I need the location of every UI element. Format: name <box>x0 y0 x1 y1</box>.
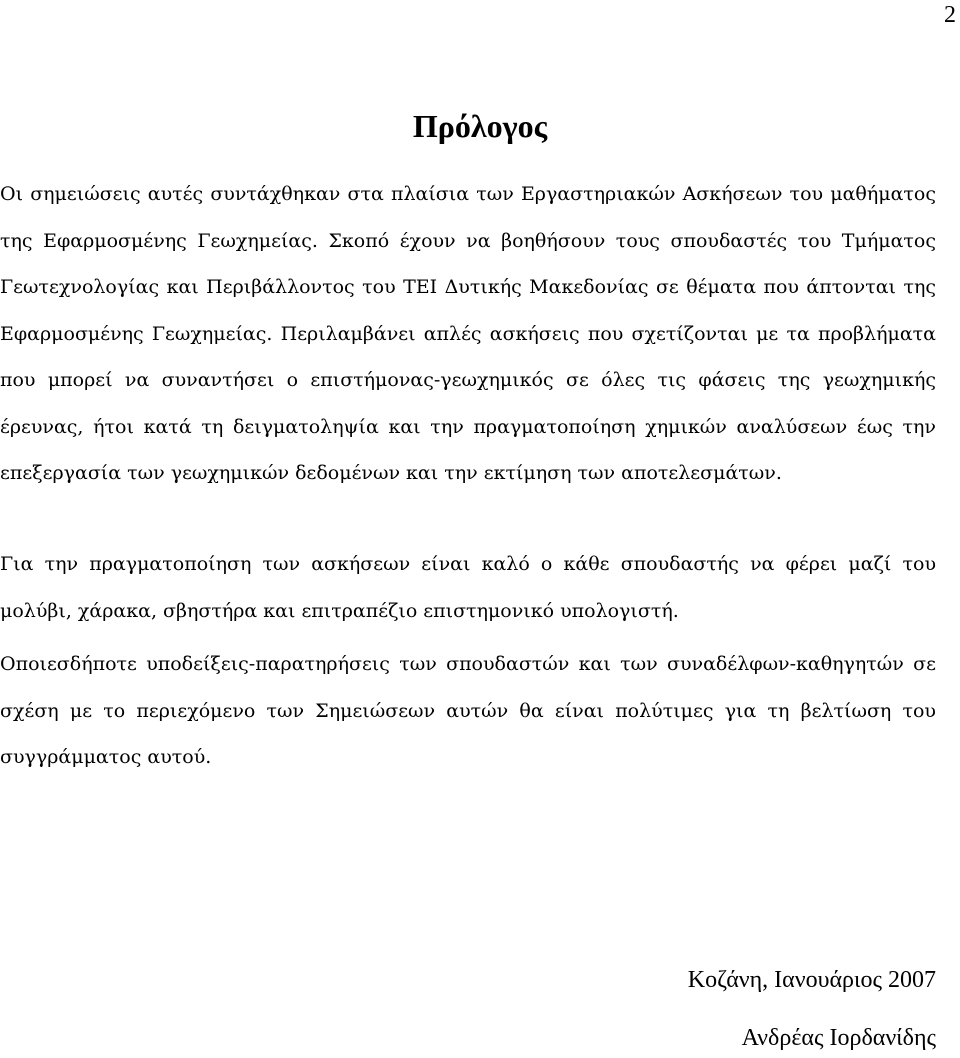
author-signature: Ανδρέας Ιορδανίδης <box>741 1025 936 1051</box>
paragraph-intro: Οι σημειώσεις αυτές συντάχθηκαν στα πλαίσια των Εργαστηριακών Ασκήσεων του μαθήματος της Εφαρμοσμένης Γεωχημείας. Σκοπό έχουν να βοηθήσουν τους σπουδαστές του Τμήματος Γεωτεχνολογίας και Περιβάλλοντος του ΤΕΙ Δυτικής Μακεδονίας σε θέματα που άπτονται της Εφαρμοσμένης Γεωχημείας. Περιλαμβάνει απλές ασκήσεις που σχετίζονται με τα προβλήματα που μπορεί να συναντήσει ο επιστήμονας-γεωχημικός σε όλες τις φάσεις της γεωχημικής έρευνας, ήτοι κατά τη δειγματοληψία και την πραγματοποίηση χημικών αναλύσεων έως την επεξεργασία των γεωχημικών δεδομένων και την εκτίμηση των αποτελεσμάτων. <box>0 183 936 484</box>
paragraph-feedback: Οποιεσδήποτε υποδείξεις-παρατηρήσεις των σπουδαστών και των συναδέλφων-καθηγητών σε σχέση με το περιεχόμενο των Σημειώσεων αυτών θα είναι πολύτιμες για τη βελτίωση του συγγράμματος αυτού. <box>0 653 936 768</box>
paragraph-materials: Για την πραγματοποίηση των ασκήσεων είναι καλό ο κάθε σπουδαστής να φέρει μαζί του μολύβι, χάρακα, σβηστήρα και επιτραπέζιο επιστημονικό υπολογιστή. <box>0 553 936 622</box>
page-title: Πρόλογος <box>412 108 548 144</box>
page-number: 2 <box>944 2 956 28</box>
place-date: Κοζάνη, Ιανουάριος 2007 <box>687 967 936 993</box>
